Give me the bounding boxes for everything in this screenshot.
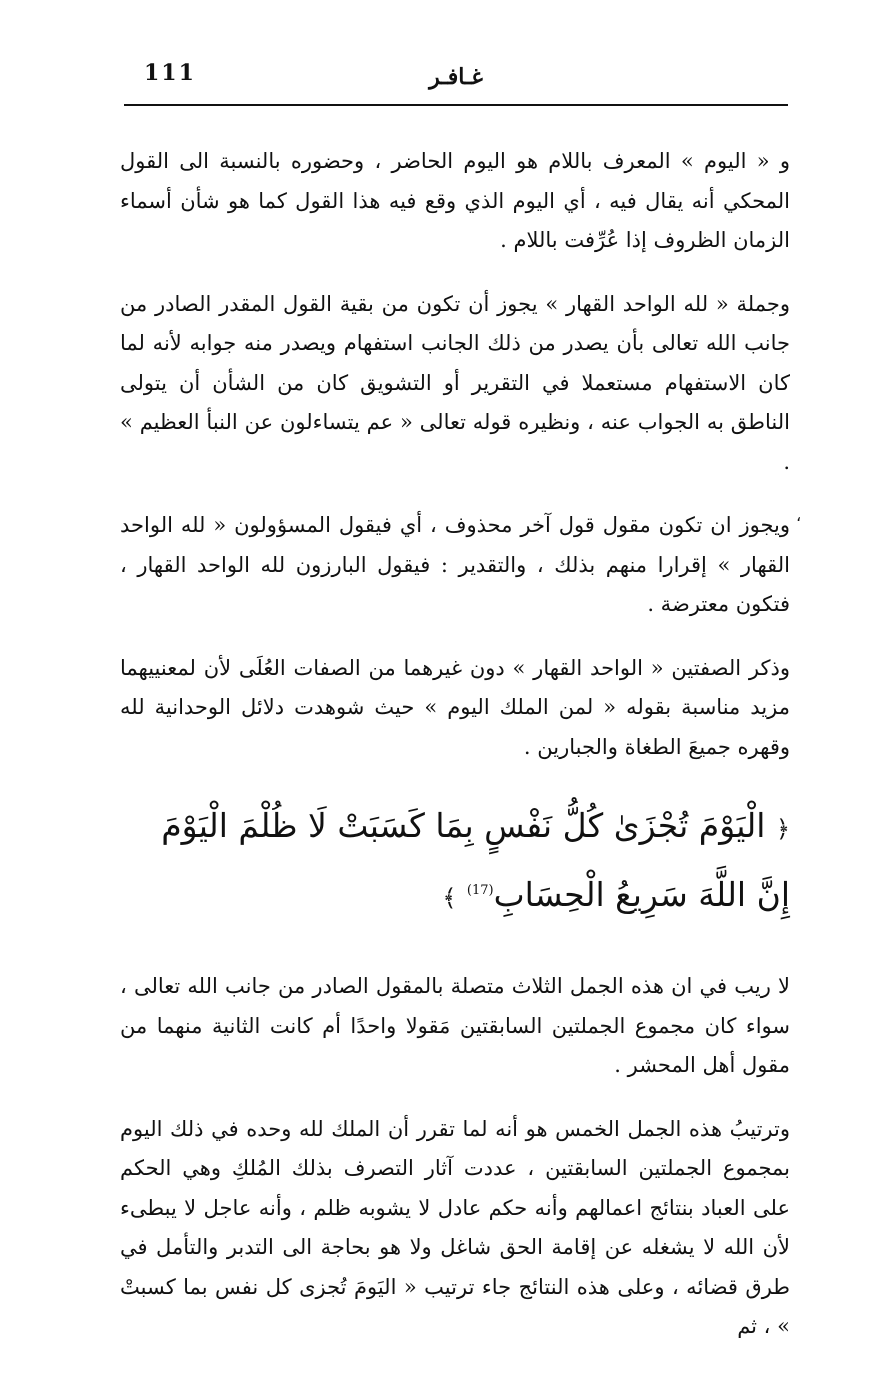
margin-mark: ، [796,506,802,525]
body-text [120,142,790,1371]
paragraph: وذكر الصفتين « الواحد القهار » دون غيرهما من الصفات العُلَى لأن لمعنييهما مزيد مناسبة بقوله « لمن الملك اليوم » حيث شوهدت دلائل الوحدانية لله وقهره جميعَ الطغاة والجبارين . [120,655,790,759]
paragraph: و « اليوم » المعرف باللام هو اليوم الحاضر ، وحضوره بالنسبة الى القول المحكي أنه يقال فيه ، أي اليوم الذي وقع فيه هذا القول كما هو شأن أسماء الزمان الظروف إذا عُرِّفت باللام . [120,149,790,252]
paragraph: وجملة « لله الواحد القهار » يجوز أن تكون من بقية القول المقدر الصادر من جانب الله تعالى بأن يصدر من ذلك الجانب استفهام ويصدر منه جوابه لأنه لما كان الاستفهام مستعملا في التقرير أو التشويق كان من الشأن أن يتولى الناطق به الجواب عنه ، ونظيره قوله تعالى « عم يتساءلون عن النبأ العظيم » . [120,291,790,474]
surah-name-title: غـافـر [429,64,483,90]
paragraph: ويجوز ان تكون مقول قول آخر محذوف ، أي فيقول المسؤولون « لله الواحد القهار » إقرارا منهم بذلك ، والتقدير : فيقول البارزون لله الواحد القهار ، فتكون معترضة . [120,513,790,616]
page-header [124,58,788,106]
verse-number: (17) [466,883,494,898]
page-number: 111 [144,60,196,86]
paragraph: لا ريب في ان هذه الجمل الثلاث متصلة بالمقول الصادر من جانب الله تعالى ، سواء كان مجموع الجملتين السابقتين مَقولا واحدًا أم كانت الثانية منهما من مقول أهل المحشر . [120,974,790,1077]
paragraph: وترتيبُ هذه الجمل الخمس هو أنه لما تقرر أن الملك لله وحده في ذلك اليوم بمجموع الجملتين السابقتين ، عددت آثار التصرف بذلك المُلكِ وهي الحكم على العباد بنتائج اعمالهم وأنه حكم عادل لا يشوبه ظلم ، وأنه عاجل لا يبطىء لأن الله لا يشغله عن إقامة الحق شاغل ولا هو بحاجة الى التدبر والتأمل في طرق قضائه ، وعلى هذه النتائج جاء ترتيب « اليَومَ تُجزى كل نفس بما كسبتْ » ، ثم [120,1116,790,1338]
quran-verse [120,795,790,929]
verse-text: الْيَوْمَ تُجْزَىٰ كُلُّ نَفْسٍ بِمَا كَسَبَتْ لَا ظُلْمَ الْيَوْمَ إِنَّ اللَّهَ سَرِيعُ الْحِسَابِ [161,806,790,914]
verse-open-ornament: ﴿ [775,815,790,843]
verse-close-ornament: ﴾ [442,884,457,912]
